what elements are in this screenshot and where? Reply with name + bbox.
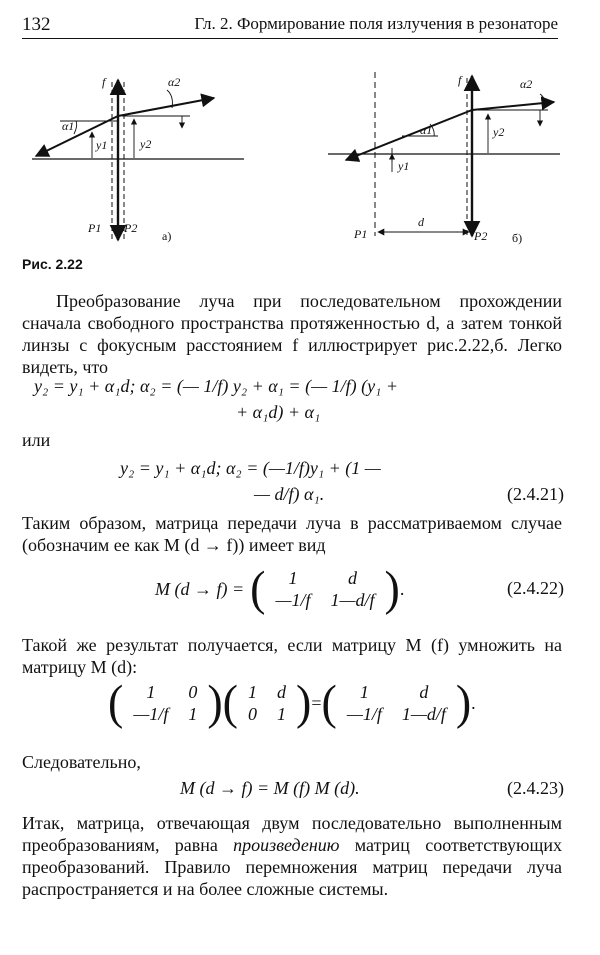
equation-4: ( 1 0 —1/f 1 ) ( 1 d 0 1 ) = ( 1 d —1/f 1—d/f ) . bbox=[108, 675, 476, 730]
emphasis-product: произведению bbox=[233, 835, 340, 855]
running-title: Гл. 2. Формирование поля излучения в резонаторе bbox=[194, 14, 558, 33]
label-p2-b: P2 bbox=[474, 229, 488, 243]
label-alpha2-b: α2 bbox=[520, 77, 533, 91]
paragraph-2: Таким образом, матрица передачи луча в рассматриваемом случае (обозначим ее как M (d → f)) имеет вид bbox=[22, 513, 562, 555]
label-panel-a: а) bbox=[162, 229, 172, 243]
paragraph-4: Итак, матрица, отвечающая двум последовательно выполненным преобразованиям, равна произведению матриц соответствующих преобразований. Правило перемножения матриц передачи луча распространяется и на более сложные системы. bbox=[22, 813, 562, 899]
equation-2-number: (2.4.21) bbox=[507, 484, 564, 504]
equation-5: M (d → f) = M (f) M (d). bbox=[180, 778, 360, 798]
label-alpha1-a: α1 bbox=[62, 119, 75, 133]
paragraph-1: Преобразование луча при последовательном прохождении сначала свободного пространства протяженностью d, а затем тонкой линзы с фокусным расстоянием f иллюстрирует рис.2.22,б. Легко видеть, что bbox=[22, 291, 562, 377]
label-p1-b: P1 bbox=[354, 227, 368, 241]
label-panel-b: б) bbox=[512, 231, 523, 245]
ray-out bbox=[118, 98, 214, 116]
matrix-m-f: 1 0 —1/f 1 bbox=[133, 681, 198, 724]
equation-2-line-2: — d/f) α₁. bbox=[254, 484, 325, 504]
matrix-m-d: 1 d 0 1 bbox=[248, 681, 286, 724]
ray-out-b bbox=[472, 102, 554, 110]
matrix-product: 1 d —1/f 1—d/f bbox=[346, 681, 446, 724]
label-y1-b: y1 bbox=[398, 159, 410, 173]
running-header bbox=[22, 14, 558, 39]
page-number: 132 bbox=[22, 14, 51, 35]
equation-5-number: (2.4.23) bbox=[507, 778, 564, 798]
label-y1-a: y1 bbox=[96, 138, 108, 152]
word-or: или bbox=[22, 430, 51, 450]
figure-caption: Рис. 2.22 bbox=[22, 256, 83, 272]
label-alpha2-a: α2 bbox=[168, 75, 181, 89]
label-p1-a: P1 bbox=[88, 221, 102, 235]
label-d-b: d bbox=[418, 215, 424, 229]
label-alpha1-b: α1 bbox=[420, 123, 433, 137]
label-f-b: f bbox=[458, 73, 462, 87]
ray-in-b bbox=[346, 110, 472, 160]
equation-1-line-2: + α₁d) + α₁ bbox=[236, 402, 321, 422]
equation-3-lhs: M (d → f) = bbox=[155, 578, 245, 599]
figure-panel-a bbox=[22, 64, 252, 252]
label-p2-a: P2 bbox=[124, 221, 138, 235]
label-f-a: f bbox=[102, 75, 106, 89]
paragraph-3: Такой же результат получается, если матрицу M (f) умножить на матрицу M (d): bbox=[22, 635, 562, 677]
label-y2-a: y2 bbox=[140, 137, 152, 151]
equation-1-line-1: y₂ = y₁ + α₁d; α₂ = (— 1/f) y₂ + α₁ = (— 1/f) (y₁ + bbox=[34, 376, 398, 396]
equation-2-line-1: y₂ = y₁ + α₁d; α₂ = (—1/f)y₁ + (1 — bbox=[120, 458, 381, 478]
label-y2-b: y2 bbox=[493, 125, 505, 139]
matrix-m-d-f: 1 d —1/f 1—d/f bbox=[275, 567, 375, 610]
equation-3-number: (2.4.22) bbox=[507, 578, 564, 598]
figure-panel-b bbox=[318, 64, 568, 252]
equation-3: M (d → f) = ( 1 d —1/f 1—d/f ) . bbox=[155, 561, 405, 616]
word-therefore: Следовательно, bbox=[22, 752, 141, 772]
